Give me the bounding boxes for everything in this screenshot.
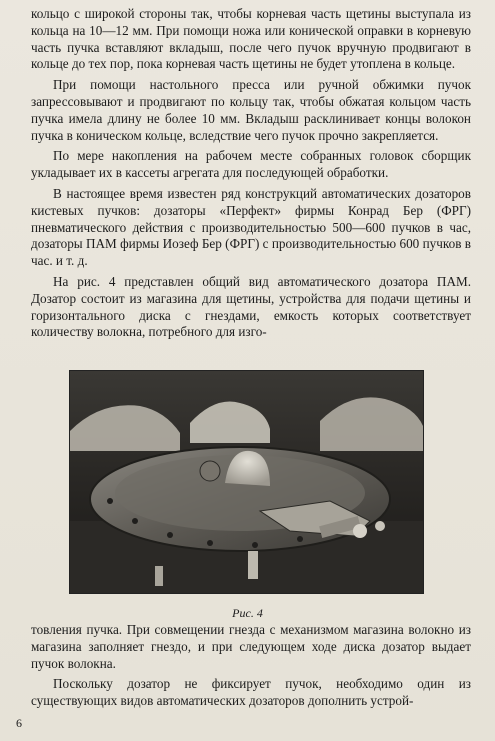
text-block-bottom [31,622,471,714]
dosing-machine-photo [70,371,423,593]
paragraph: По мере накопления на рабочем месте собранных головок сборщик укладывает их в кассеты агрегата для последующей обработки. [31,148,471,181]
paragraph: При помощи настольного пресса или ручной обжимки пучок запрессовывают и продвигают по кольцу так, чтобы обжатая кольцом часть пучка имела длину не более 10 мм. Вкладыш расклинивает концы волокон пучка в коническом кольце, вследствие чего пучок прочно закрепляется. [31,77,471,143]
figure-caption: Рис. 4 [232,606,263,620]
paragraph: В настоящее время известен ряд конструкций автоматических дозаторов кистевых пучков: дозаторы «Перфект» фирмы Конрад Бер (ФРГ) пневматического действия с производительностью 500—600 пучков в час, дозаторы ПАМ фирмы Иозеф Бер (ФРГ) с производительностью 600 пучков в час. и т. д. [31,185,471,269]
figure-photo-dosing-machine [69,370,424,594]
paragraph: кольцо с широкой стороны так, чтобы корневая часть щетины выступала из кольца на 10—12 мм. При помощи ножа или конической оправки в корневую часть пучка вставляют вкладыш, после чего пучок вручную продвигают в кольце до тех пор, пока корневая часть щетины не будет утоплена в кольце. [31,6,471,72]
paragraph: На рис. 4 представлен общий вид автоматического дозатора ПАМ. Дозатор состоит из магазина для щетины, устройства для подачи щетины и горизонтального диска с гнездами, емкость которых соответствует количеству волокна, потребного для изго- [31,273,471,340]
page-number: 6 [16,716,22,730]
text-block-top [31,6,471,345]
paragraph: Поскольку дозатор не фиксирует пучок, необходимо один из существующих видов автоматических дозаторов дополнить устрой- [31,676,471,709]
paragraph: товления пучка. При совмещении гнезда с механизмом магазина волокно из магазина заполняет гнездо, и при следующем ходе диска дозатор выдает пучок волокна. [31,622,471,671]
